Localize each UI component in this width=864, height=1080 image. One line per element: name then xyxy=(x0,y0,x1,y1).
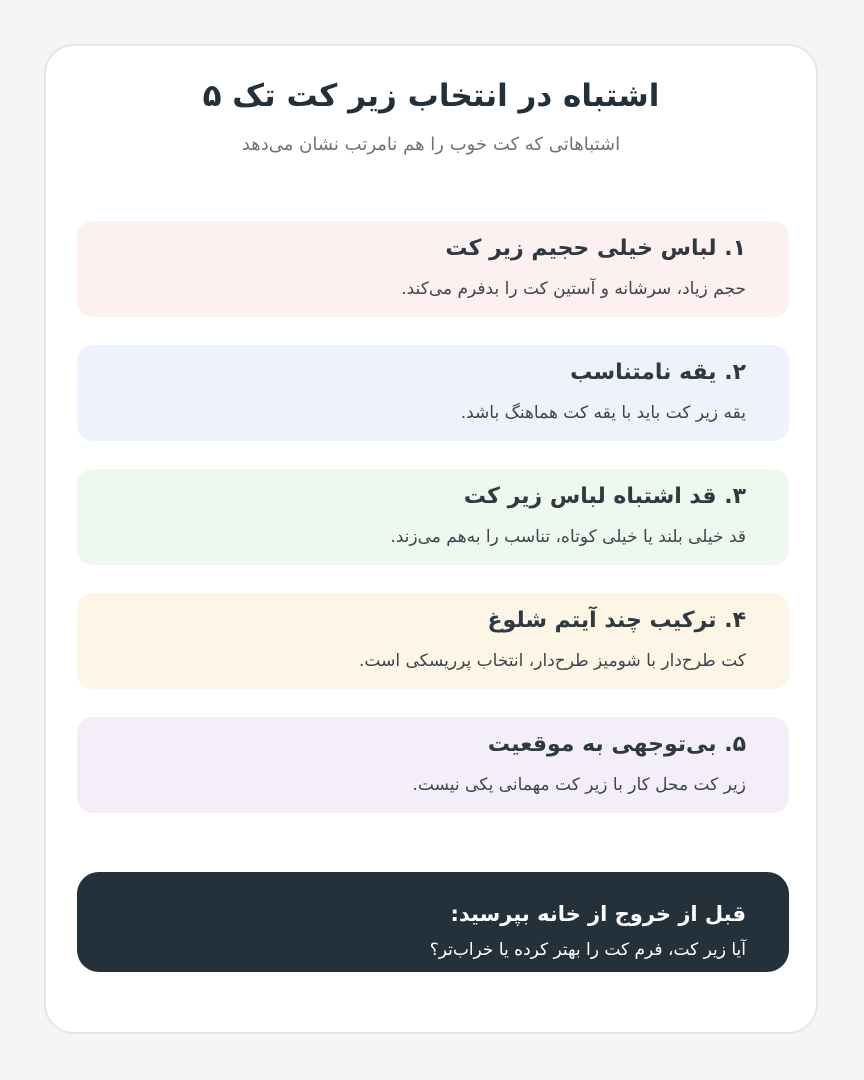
mistake-description: کت طرح‌دار با شومیز طرح‌دار، انتخاب پرریسکی است. xyxy=(358,651,746,671)
mistake-title: ۵. بی‌توجهی به موقعیت xyxy=(487,732,746,757)
mistake-description: زیر کت محل کار با زیر کت مهمانی یکی نیست. xyxy=(412,775,746,795)
mistake-description: یقه زیر کت باید با یقه کت هماهنگ باشد. xyxy=(460,403,746,423)
mistakes-card xyxy=(44,44,818,1034)
mistake-title: ۲. یقه نامتناسب xyxy=(570,360,746,385)
mistake-description: حجم زیاد، سرشانه و آستین کت را بدفرم می‌کند. xyxy=(401,279,746,299)
mistake-description: قد خیلی بلند یا خیلی کوتاه، تناسب را به‌هم می‌زند. xyxy=(390,527,746,547)
tip-box xyxy=(77,872,789,972)
mistake-title: ۱. لباس خیلی حجیم زیر کت xyxy=(445,236,746,261)
mistake-item-2 xyxy=(77,345,789,441)
tip-text: آیا زیر کت، فرم کت را بهتر کرده یا خراب‌تر؟ xyxy=(429,940,746,960)
mistake-title: ۳. قد اشتباه لباس زیر کت xyxy=(463,484,746,509)
mistake-item-1 xyxy=(77,221,789,317)
mistake-item-5 xyxy=(77,717,789,813)
mistake-item-4 xyxy=(77,593,789,689)
tip-title: قبل از خروج از خانه بپرسید: xyxy=(450,902,746,926)
mistake-title: ۴. ترکیب چند آیتم شلوغ xyxy=(487,608,746,633)
page-subtitle: اشتباهاتی که کت خوب را هم نامرتب نشان می‌دهد xyxy=(241,134,621,155)
mistake-item-3 xyxy=(77,469,789,565)
page-title: اشتباه در انتخاب زیر کت تک ۵ xyxy=(202,78,660,114)
